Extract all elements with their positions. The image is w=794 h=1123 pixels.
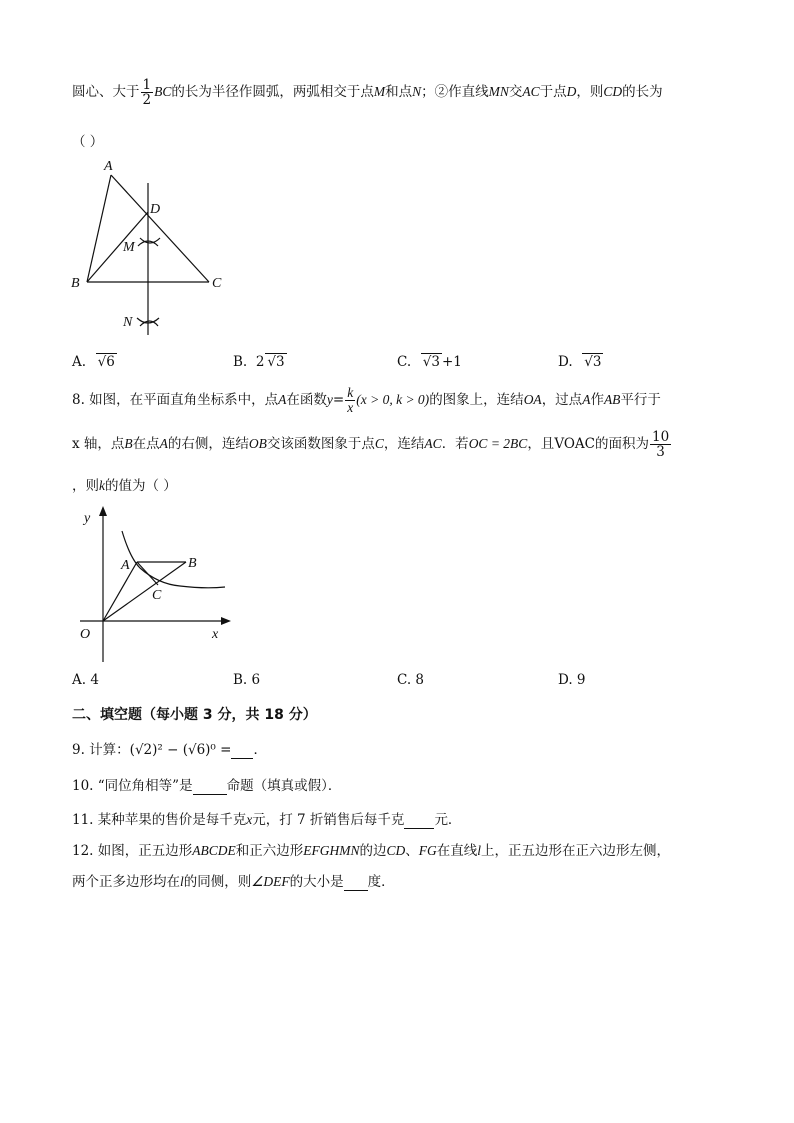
q10-answer-blank[interactable] [193, 778, 227, 795]
q12-answer-blank[interactable] [344, 874, 368, 891]
q8-line3: ，则k的值为（ ） [72, 478, 177, 494]
label-x: x [212, 627, 219, 642]
segment-bd [87, 212, 148, 282]
q8-option-b[interactable]: B. 6 [233, 672, 261, 688]
q7-option-c[interactable]: C. √3 +1 [397, 354, 462, 370]
label-m: M [123, 240, 135, 255]
segment-ab [87, 175, 111, 282]
q8-line1: 8. 如图，在平面直角坐标系中，点A在函数y= $\frac{k}{x}$ (x > 0, k > 0)的图象上，连结OA，过点A作AB平行于 [72, 385, 661, 416]
q8-option-d[interactable]: D. 9 [558, 672, 586, 688]
section-title: 二、填空题（每小题 3 分，共 18 分） [72, 707, 317, 723]
q8-option-a[interactable]: A. 4 [72, 672, 99, 688]
label-y: y [84, 511, 91, 526]
label-b: B [188, 556, 197, 571]
q7-option-b[interactable]: B. 2 √3 [233, 354, 285, 370]
q7-option-d[interactable]: D. √3 [558, 354, 602, 370]
q9-answer-blank[interactable] [231, 742, 253, 759]
q12-line1: 12. 如图，正五边形ABCDE和正六边形EFGHMN的边CD、FG在直线l上，正五边形在正六边形左侧， [72, 843, 671, 859]
x-axis-arrow [221, 617, 231, 625]
label-c: C [152, 588, 162, 603]
q7-figure [60, 155, 240, 335]
q7-option-a[interactable]: A. √6 [72, 354, 115, 370]
q8-function-fraction: $\frac{k}{x}$ [347, 385, 354, 416]
label-n: N [123, 315, 133, 330]
label-a: A [121, 558, 130, 573]
sqrt-sign: √3 [267, 354, 285, 370]
label-o: O [80, 627, 91, 642]
q11: 11. 某种苹果的售价是每千克x元，打 7 折销售后每千克 元． [72, 812, 462, 828]
hyperbola-curve [122, 531, 225, 588]
sqrt-sign: √6 [97, 354, 115, 370]
q12-line2: 两个正多边形均在l的同侧，则∠DEF的大小是 度． [72, 874, 395, 890]
q11-answer-blank[interactable] [404, 812, 434, 829]
segment-ac [137, 562, 158, 585]
label-a: A [104, 159, 113, 174]
q8-figure [70, 500, 240, 670]
label-b: B [71, 276, 80, 291]
q8-option-c[interactable]: C. 8 [397, 672, 425, 688]
sqrt-sign: √3 [584, 354, 602, 370]
segment-oa [103, 562, 137, 621]
q8-area-fraction: $\frac{10}{3}$ [651, 429, 670, 461]
q7-line1: 圆心、大于 $\frac{1}{2}$ BC的长为半径作圆弧，两弧相交于点M和点N；②作直线MN交AC于点D，则CD的长为 [72, 77, 663, 109]
q8-line2: x 轴，点B在点A的右侧，连结OB交该函数图象于点C，连结AC．若OC = 2BC，且VOAC的面积为 $\frac{10}{3}$ [72, 429, 670, 461]
y-axis-arrow [99, 506, 107, 516]
q7-answer-paren: （ ） [72, 134, 104, 150]
segment-ac [111, 175, 209, 282]
q10: 10. “同位角相等”是 命题（填真或假）． [72, 778, 342, 794]
sqrt-sign: √3 [422, 354, 440, 370]
label-c: C [212, 276, 222, 291]
q9: 9. 计算：(√2)² − (√6)⁰ = ． [72, 742, 267, 758]
label-d: D [150, 202, 161, 217]
q7-fraction: $\frac{1}{2}$ [142, 77, 152, 109]
